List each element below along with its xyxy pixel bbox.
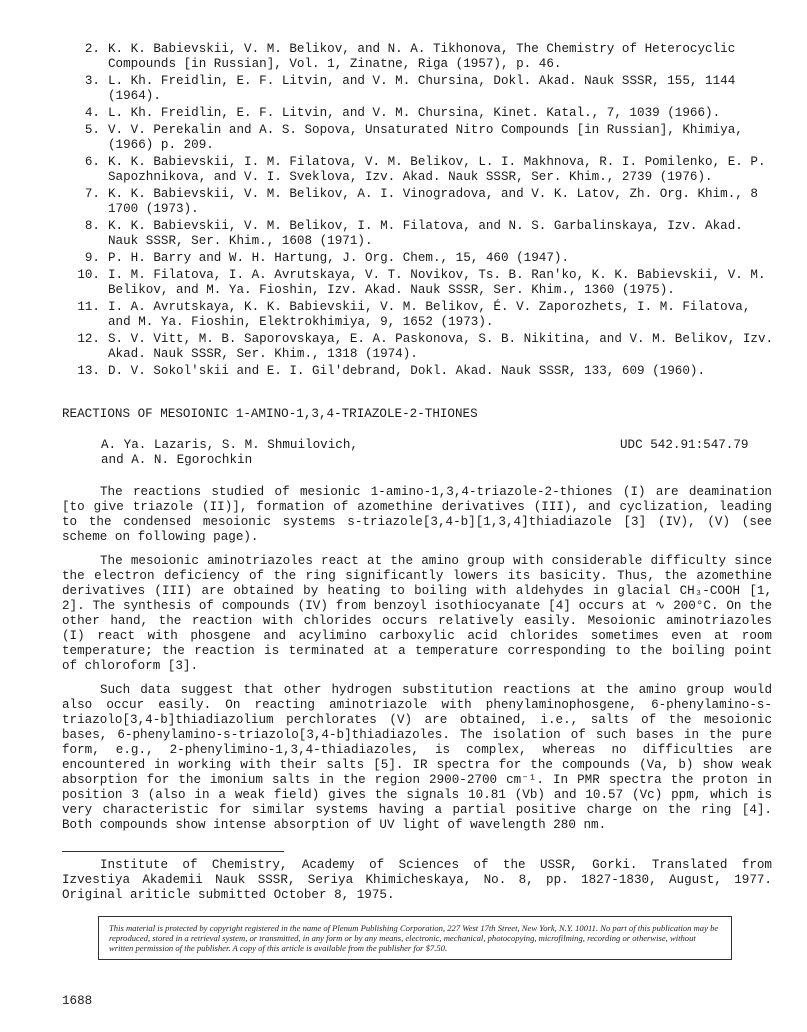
reference-item xyxy=(62,219,782,249)
reference-number: 12. xyxy=(77,332,100,346)
reference-number: 8. xyxy=(84,219,100,233)
reference-item xyxy=(62,42,782,72)
copyright-notice: This material is protected by copyright registered in the name of Plenum Publishing Corporation, 227 West 17th Street, New York, N.Y. 10011. No part of this publication may be reproduced, stored in a retrieval system, or transmitted, in any form or by any means, electronic, mechanical, photocopying, microfilming, recording or otherwise, without written permission of the publisher. A copy of this article is available from the publisher for $7.50. xyxy=(98,916,732,960)
reference-item xyxy=(62,364,782,379)
body-paragraph: Such data suggest that other hydrogen substitution reactions at the amino group would also occur easily. On reacting aminotriazole with phenylaminophosgene, 6-phenylamino-s-triazolo[3,4-b]thiadiazolium perchlorates (V) are obtained, i.e., salts of the mesoionic bases, 6-phenylamino-s-triazolo[3,4-b]thiadiazoles. The isolation of such bases in the pure form, e.g., 2-phenylimino-1,3,4-thiadiazoles, is complex, whereas no difficulties are encountered in working with their salts [5]. IR spectra for the compounds (Va, b) show weak absorption for the imonium salts in the region 2900-2700 cm⁻¹. In PMR spectra the proton in position 3 (also in a weak field) gives the signals 10.81 (Vb) and 10.57 (Vc) ppm, which is very characteristic for similar systems having a partial positive charge on the ring [4]. Both compounds show intense absorption of UV light of wavelength 280 nm. xyxy=(62,683,772,832)
reference-list xyxy=(62,42,782,381)
affiliation-footnote: Institute of Chemistry, Academy of Sciences of the USSR, Gorki. Translated from Izvestiya Akademii Nauk SSSR, Seriya Khimicheskaya, No. 8, pp. 1827-1830, August, 1977. Original ariticle submitted October 8, 1975. xyxy=(62,858,772,902)
reference-item xyxy=(62,74,782,104)
reference-item xyxy=(62,123,782,153)
reference-text: I. M. Filatova, I. A. Avrutskaya, V. T. Novikov, Ts. B. Ran'ko, K. K. Babievskii, V. M. Belikov, and M. Ya. Fioshin, Izv. Akad. Nauk SSSR, Ser. Khim., 1360 (1975). xyxy=(108,268,766,297)
reference-number: 4. xyxy=(84,106,100,120)
body-paragraph: The reactions studied of mesionic 1-amino-1,3,4-triazole-2-thiones (I) are deamination [to give triazole (II)], formation of azomethine derivatives (III), and cyclization, leading to the condensed mesoionic systems s-triazole[3,4-b][1,3,4]thiadiazole [3] (IV), (V) (see scheme on following page). xyxy=(62,485,772,544)
footnote-divider xyxy=(62,851,284,852)
article-authors: A. Ya. Lazaris, S. M. Shmuilovich, and A. N. Egorochkin xyxy=(101,438,358,467)
reference-text: I. A. Avrutskaya, K. K. Babievskii, V. M. Belikov, É. V. Zaporozhets, I. M. Filatova, and M. Ya. Fioshin, Elektrokhimiya, 9, 1652 (1973). xyxy=(108,300,751,329)
article-body xyxy=(62,485,772,842)
reference-item xyxy=(62,106,782,121)
reference-number: 7. xyxy=(84,187,100,201)
reference-text: P. H. Barry and W. H. Hartung, J. Org. Chem., 15, 460 (1947). xyxy=(108,251,570,265)
reference-number: 3. xyxy=(84,74,100,88)
reference-number: 13. xyxy=(77,364,100,378)
reference-text: L. Kh. Freidlin, E. F. Litvin, and V. M. Chursina, Dokl. Akad. Nauk SSSR, 155, 1144 (1964). xyxy=(108,74,736,103)
reference-text: S. V. Vitt, M. B. Saporovskaya, E. A. Paskonova, S. B. Nikitina, and V. M. Belikov, Izv. Akad. Nauk SSSR, Ser. Khim., 1318 (1974). xyxy=(108,332,774,361)
reference-number: 9. xyxy=(84,251,100,265)
reference-item xyxy=(62,251,782,266)
reference-item xyxy=(62,155,782,185)
reference-text: V. V. Perekalin and A. S. Sopova, Unsaturated Nitro Compounds [in Russian], Khimiya, (1966) p. 209. xyxy=(108,123,743,152)
reference-number: 2. xyxy=(84,42,100,56)
reference-text: L. Kh. Freidlin, E. F. Litvin, and V. M. Chursina, Kinet. Katal., 7, 1039 (1966). xyxy=(108,106,721,120)
reference-number: 6. xyxy=(84,155,100,169)
article-title: REACTIONS OF MESOIONIC 1-AMINO-1,3,4-TRIAZOLE-2-THIONES xyxy=(62,407,478,421)
reference-number: 10. xyxy=(77,268,100,282)
reference-item xyxy=(62,300,782,330)
reference-item xyxy=(62,187,782,217)
reference-item xyxy=(62,332,782,362)
page-number: 1688 xyxy=(62,994,93,1008)
udc-code: UDC 542.91:547.79 xyxy=(620,438,749,452)
body-paragraph: The mesoionic aminotriazoles react at the amino group with considerable difficulty since the electron deficiency of the ring significantly lowers its basicity. Thus, the azomethine derivatives (III) are obtained by heating to boiling with aldehydes in glacial CH₃-COOH [1, 2]. The synthesis of compounds (IV) from benzoyl isothiocyanate [4] occurs at ∿ 200°C. On the other hand, the reaction with chlorides occurs relatively easily. Mesoionic aminotriazoles (I) react with phosgene and acylimino carboxylic acid chlorides sometimes even at room temperature; the reaction is terminated at a temperature corresponding to the boiling point of chloroform [3]. xyxy=(62,554,772,673)
reference-number: 5. xyxy=(84,123,100,137)
reference-text: K. K. Babievskii, I. M. Filatova, V. M. Belikov, L. I. Makhnova, R. I. Pomilenko, E. P. Sapozhnikova, and V. I. Sveklova, Izv. Akad. Nauk SSSR, Ser. Khim., 2739 (1976). xyxy=(108,155,766,184)
reference-number: 11. xyxy=(77,300,100,314)
reference-text: K. K. Babievskii, V. M. Belikov, I. M. Filatova, and N. S. Garbalinskaya, Izv. Akad. Nauk SSSR, Ser. Khim., 1608 (1971). xyxy=(108,219,743,248)
reference-item xyxy=(62,268,782,298)
reference-text: D. V. Sokol'skii and E. I. Gil'debrand, Dokl. Akad. Nauk SSSR, 133, 609 (1960). xyxy=(108,364,706,378)
reference-text: K. K. Babievskii, V. M. Belikov, and N. A. Tikhonova, The Chemistry of Heterocyclic Compounds [in Russian], Vol. 1, Zinatne, Riga (1957), p. 46. xyxy=(108,42,736,71)
reference-text: K. K. Babievskii, V. M. Belikov, A. I. Vinogradova, and V. K. Latov, Zh. Org. Khim., 8 1700 (1973). xyxy=(108,187,758,216)
